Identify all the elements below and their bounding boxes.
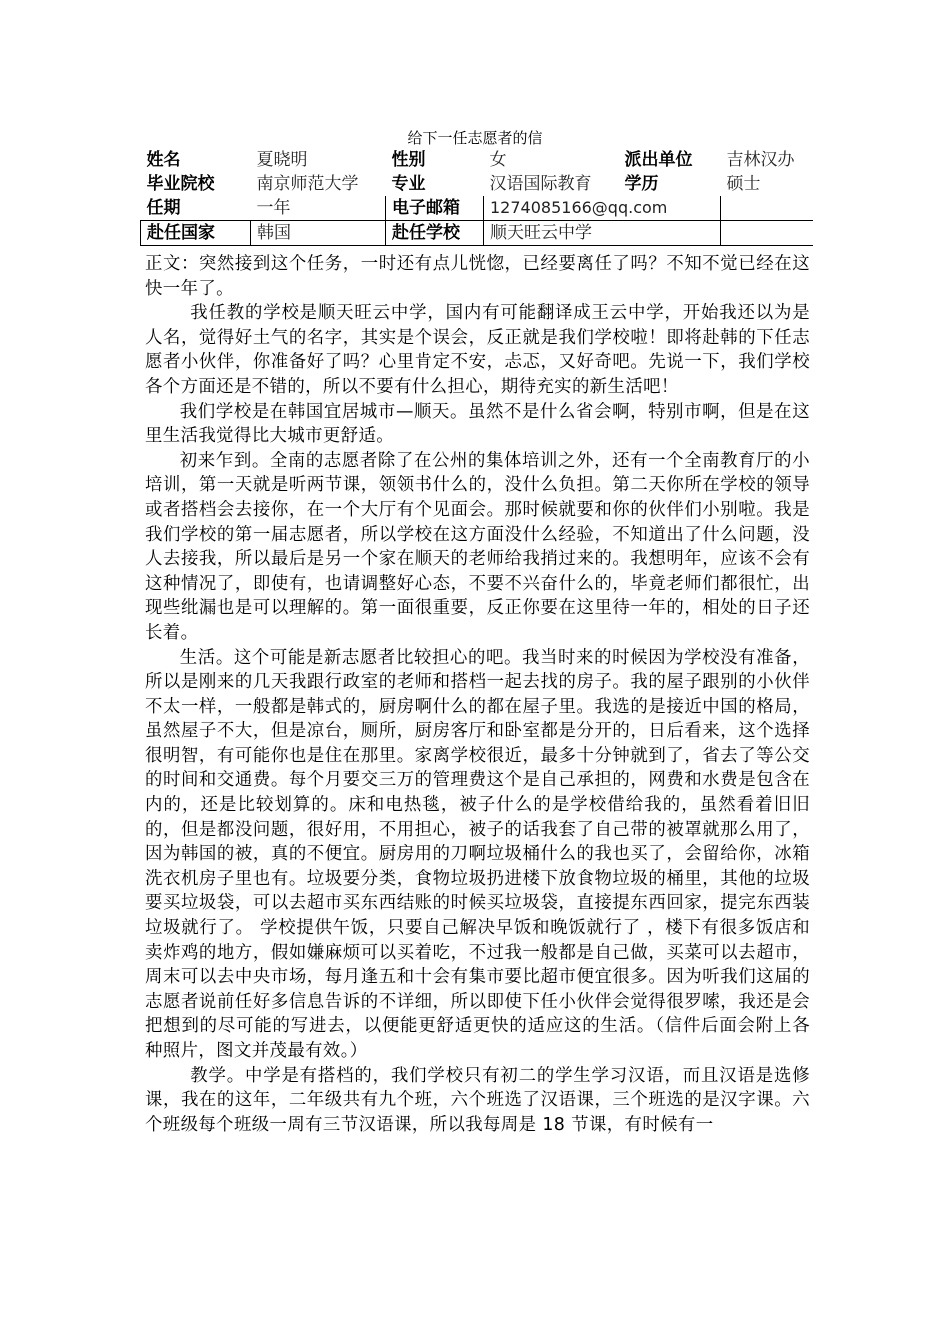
letter-body — [145, 252, 810, 1137]
major-value: 汉语国际教育 — [489, 174, 592, 194]
name-label: 姓名 — [146, 150, 181, 170]
gender-label: 性别 — [391, 150, 426, 170]
term-label: 任期 — [141, 196, 251, 221]
info-row-4 — [141, 221, 813, 246]
school-value: 南京师范大学 — [256, 174, 359, 194]
paragraph-city: 我们学校是在韩国宜居城市—顺天。虽然不是什么省会啊，特别市啊，但是在这里生活我觉得比大城市更舒适。 — [145, 401, 810, 447]
paragraph-arrival: 初来乍到。全南的志愿者除了在公州的集体培训之外，还有一个全南教育厅的小培训，第一天就是听两节课，领领书什么的，没什么负担。第二天你所在学校的领导或者搭档会去接你，在一个大厅有个见面会。那时候就要和你的伙伴们小别啦。我是我们学校的第一届志愿者，所以学校在这方面没什么经验，不知道出了什么问题，没人去接我，所以最后是另一个家在顺天的老师给我捎过来的。我想明年，应该不会有这种情况了，即使有，也请调整好心态，不要不兴奋什么的，毕竟老师们都很忙，出现些纰漏也是可以理解的。第一面很重要，反正你要在这里待一年的，相处的日子还长着。 — [145, 450, 810, 643]
country-label: 赴任国家 — [141, 221, 251, 246]
paragraph-school: 我任教的学校是顺天旺云中学，国内有可能翻译成王云中学，开始我还以为是人名，觉得好土气的名字，其实是个误会，反正就是我们学校啦！即将赴韩的下任志愿者小伙伴，你准备好了吗？心里肯定不安，忐忑，又好奇吧。先说一下，我们学校各个方面还是不错的，所以不要有什么担心，期待充实的新生活吧！ — [145, 303, 810, 397]
term-value: 一年 — [251, 196, 386, 221]
name-value: 夏晓明 — [256, 150, 308, 170]
info-row-3 — [141, 196, 813, 221]
info-row-1 — [141, 148, 813, 172]
email-label: 电子邮箱 — [386, 196, 484, 221]
info-row-2 — [141, 172, 813, 196]
post-value: 顺天旺云中学 — [484, 221, 721, 246]
school-label: 毕业院校 — [146, 174, 215, 194]
gender-value: 女 — [489, 150, 507, 170]
email-value: 1274085166@qq.com — [484, 196, 721, 221]
unit-label: 派出单位 — [624, 150, 693, 170]
volunteer-info-table — [140, 148, 813, 246]
paragraph-opening: 正文：突然接到这个任务，一时还有点儿恍惚，已经要离任了吗？不知不觉已经在这快一年了。 — [145, 254, 810, 299]
paragraph-life: 生活。这个可能是新志愿者比较担心的吧。我当时来的时候因为学校没有准备，所以是刚来的几天我跟行政室的老师和搭档一起去找的房子。我的屋子跟别的小伙伴不太一样，一般都是韩式的，厨房啊什么的都在屋子里。我选的是接近中国的格局，虽然屋子不大，但是凉台，厕所，厨房客厅和卧室都是分开的，日后看来，这个选择很明智，有可能你也是住在那里。家离学校很近，最多十分钟就到了，省去了等公交的时间和交通费。每个月要交三万的管理费这个是自己承担的，网费和水费是包含在内的，还是比较划算的。床和电热毯，被子什么的是学校借给我的，虽然看着旧旧的，但是都没问题，很好用，不用担心，被子的话我套了自己带的被罩就那么用了，因为韩国的被，真的不便宜。厨房用的刀啊垃圾桶什么的我也买了，会留给你，冰箱洗衣机房子里也有。垃圾要分类，食物垃圾扔进楼下放食物垃圾的桶里，其他的垃圾要买垃圾袋，可以去超市买东西结账的时候买垃圾袋，直接提东西回家，提完东西装垃圾就行了。 学校提供午饭，只要自己解决早饭和晚饭就行了 ，楼下有很多饭店和卖炸鸡的地方，假如嫌麻烦可以买着吃，不过我一般都是自己做，买菜可以去超市，周末可以去中央市场，每月逢五和十会有集市要比超市便宜很多。因为听我们这届的志愿者说前任好多信息告诉的不详细，所以即使下任小伙伴会觉得很罗嗦，我还是会把想到的尽可能的写进去，以便能更舒适更快的适应这的生活。（信件后面会附上各种照片，图文并茂最有效。） — [145, 647, 810, 1061]
unit-value: 吉林汉办 — [726, 150, 795, 170]
paragraph-teaching: 教学。中学是有搭档的，我们学校只有初二的学生学习汉语，而且汉语是选修课，我在的这年，二年级共有九个班，六个班选了汉语课，三个班选的是汉字课。六个班级每个班级一周有三节汉语课，所以我每周是 18 节课，有时候有一 — [145, 1065, 810, 1135]
country-value: 韩国 — [251, 221, 386, 246]
document-title: 给下一任志愿者的信 — [407, 129, 543, 147]
degree-label: 学历 — [624, 174, 659, 194]
degree-value: 硕士 — [726, 174, 761, 194]
major-label: 专业 — [391, 174, 426, 194]
post-label: 赴任学校 — [386, 221, 484, 246]
